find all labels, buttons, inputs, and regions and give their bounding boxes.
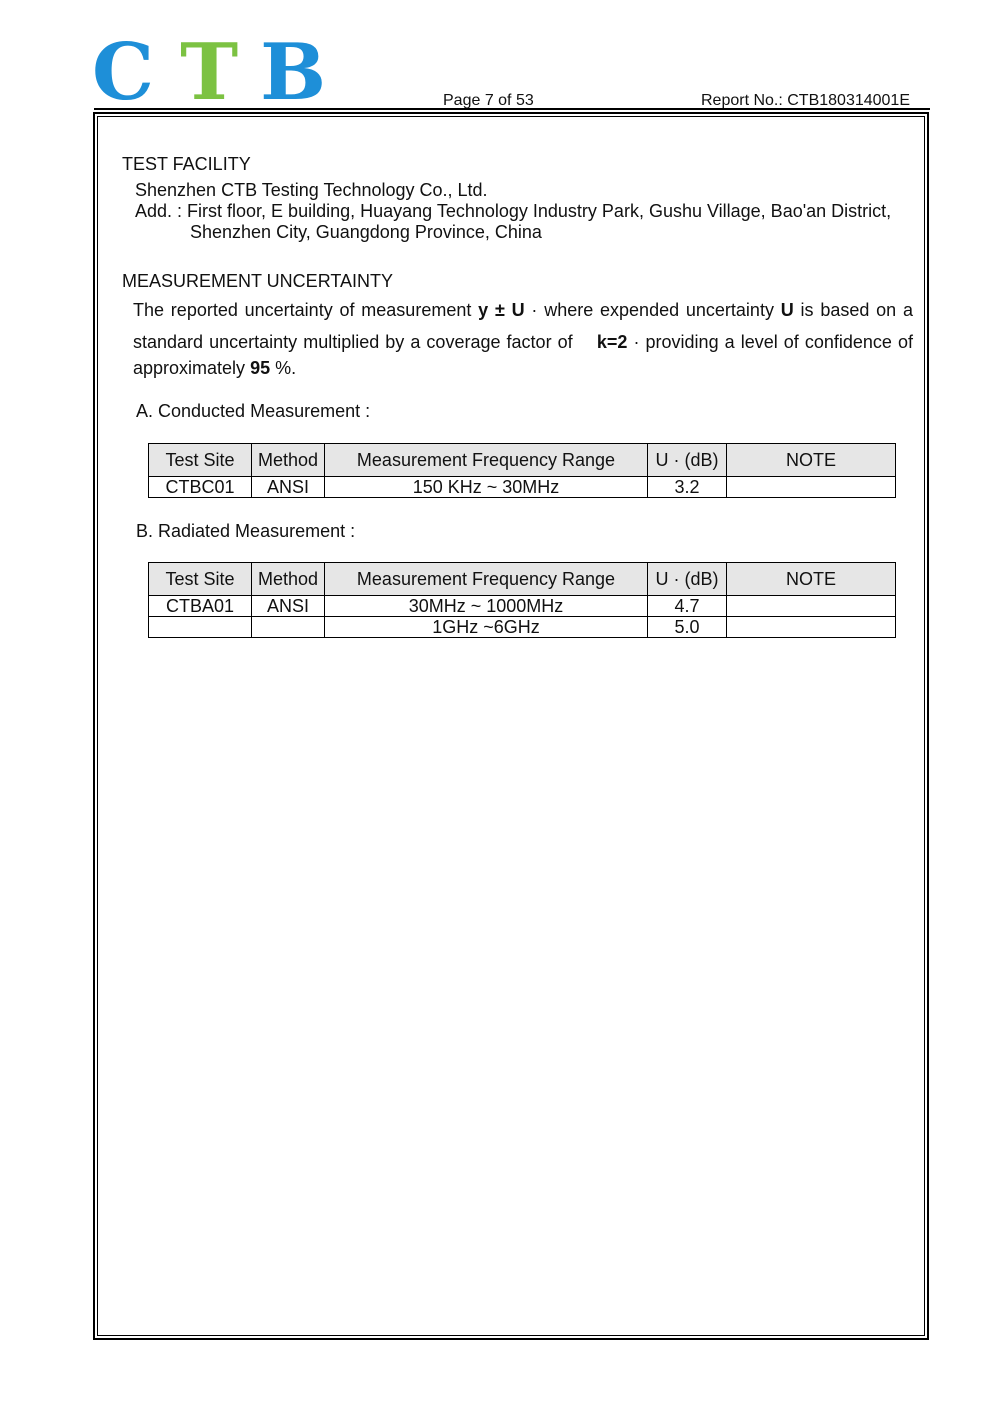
header-cell: Test Site (149, 563, 252, 596)
uncertainty-paragraph-line-2 (133, 332, 913, 353)
address-line-2: Shenzhen City, Guangdong Province, China (190, 222, 542, 242)
header-cell: U · (dB) (648, 563, 727, 596)
table-cell: 5.0 (648, 617, 727, 638)
p2-text-a: standard uncertainty multiplied by a coverage factor of (133, 332, 573, 352)
logo-letter-b: B (260, 27, 327, 118)
p3-confidence: 95 (250, 358, 271, 378)
p3-text-a: approximately (133, 358, 251, 378)
p1-u: U (780, 300, 794, 320)
conducted-title: A. Conducted Measurement : (136, 401, 371, 421)
ctb-logo (92, 27, 327, 118)
radiated-table (148, 562, 896, 638)
table-cell (252, 617, 325, 638)
table-cell (727, 477, 896, 498)
table-cell: 30MHz ~ 1000MHz (325, 596, 648, 617)
table-cell (149, 617, 252, 638)
table-row (149, 596, 896, 617)
header-cell: NOTE (727, 563, 896, 596)
table-header-row (149, 563, 896, 596)
p2-text-c: · providing a level of confidence of (633, 332, 913, 352)
header-cell: Method (252, 444, 325, 477)
table-cell: 150 KHz ~ 30MHz (325, 477, 648, 498)
measurement-uncertainty-heading: MEASUREMENT UNCERTAINTY (122, 271, 394, 291)
test-facility-heading: TEST FACILITY (122, 154, 251, 174)
logo-letter-t: T (180, 27, 239, 118)
table-cell (727, 617, 896, 638)
report-number: Report No.: CTB180314001E (700, 92, 910, 109)
table-cell: 1GHz ~6GHz (325, 617, 648, 638)
page-frame-inner (97, 116, 925, 1336)
table-cell: CTBC01 (149, 477, 252, 498)
p1-text-e: is based on a (793, 300, 913, 320)
table-cell: ANSI (252, 596, 325, 617)
company-name: Shenzhen CTB Testing Technology Co., Ltd. (135, 180, 488, 200)
header-cell: Method (252, 563, 325, 596)
table-row (149, 617, 896, 638)
p1-text-a: The reported uncertainty of measurement (133, 300, 479, 320)
table-cell: 4.7 (648, 596, 727, 617)
radiated-title: B. Radiated Measurement : (136, 521, 356, 541)
p3-text-c: %. (270, 358, 297, 378)
address-line-1: Add. : First floor, E building, Huayang Technology Industry Park, Gushu Village, Bao'an District, (135, 201, 892, 221)
page-number: Page 7 of 53 (443, 92, 534, 109)
p2-coverage-factor: k=2 (596, 332, 628, 352)
header-cell: U · (dB) (648, 444, 727, 477)
header-cell: Measurement Frequency Range (325, 444, 648, 477)
table-cell: 3.2 (648, 477, 727, 498)
header-rule (94, 108, 930, 110)
uncertainty-paragraph-line-3 (133, 358, 296, 379)
conducted-table (148, 443, 896, 498)
table-row (149, 477, 896, 498)
table-header-row (149, 444, 896, 477)
header-cell: NOTE (727, 444, 896, 477)
table-cell (727, 596, 896, 617)
header-cell: Test Site (149, 444, 252, 477)
header-cell: Measurement Frequency Range (325, 563, 648, 596)
uncertainty-paragraph-line-1 (133, 300, 913, 321)
p1-formula: y ± U (478, 300, 525, 320)
logo-letter-c: C (92, 27, 155, 118)
table-cell: ANSI (252, 477, 325, 498)
p1-text-c: · where expended uncertainty (524, 300, 781, 320)
table-cell: CTBA01 (149, 596, 252, 617)
